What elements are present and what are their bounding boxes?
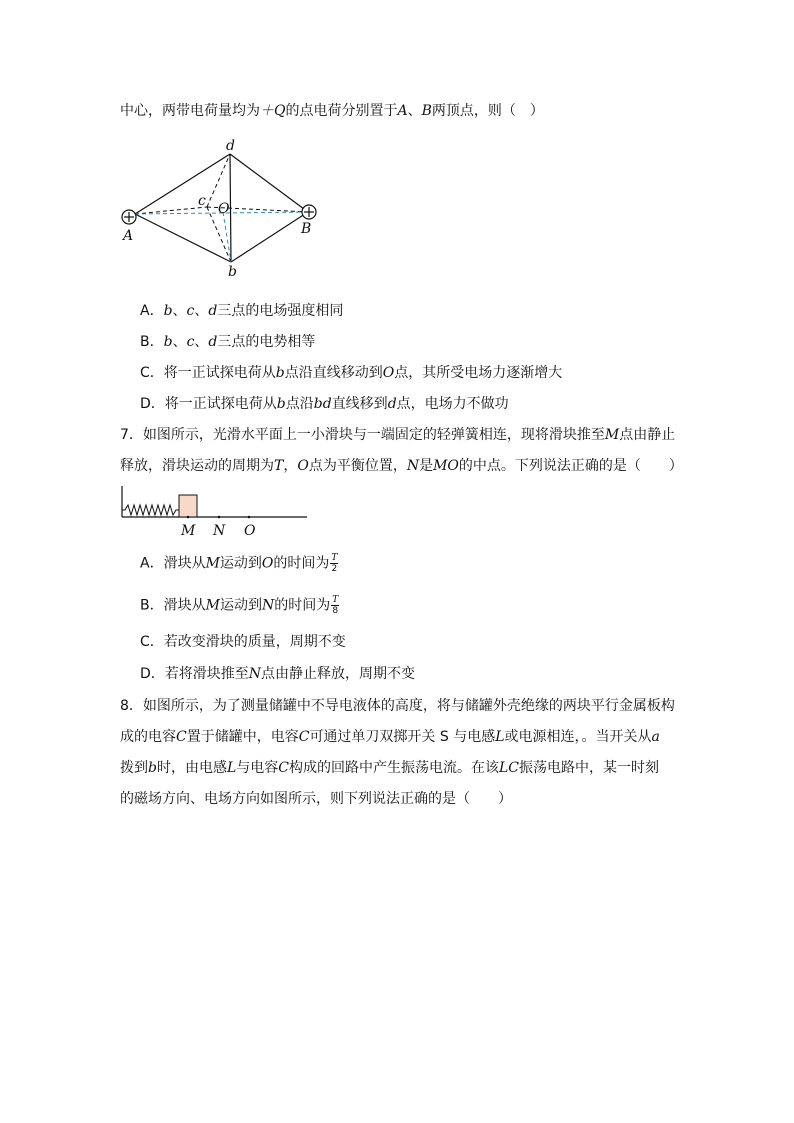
q7-option-d[interactable]: D．若将滑块推至N点由静止释放，周期不变 bbox=[140, 666, 416, 682]
q7-figure bbox=[115, 483, 315, 541]
edge-Bb bbox=[231, 212, 308, 262]
q6-intro-text: 两顶点，则（ ） bbox=[431, 103, 544, 119]
label-B: B bbox=[301, 221, 312, 237]
edge-dB bbox=[230, 154, 308, 212]
q7-option-b[interactable]: B．滑块从M运动到N的时间为 $\frac{T}{8}$ bbox=[140, 595, 339, 616]
q8-line1: 8．如图所示，为了测量储罐中不导电液体的高度，将与储罐外壳绝缘的两块平行金属板构 bbox=[120, 698, 675, 714]
label-A: A bbox=[123, 228, 134, 244]
label-c: c bbox=[198, 193, 206, 209]
question-number: 7． bbox=[120, 427, 143, 443]
q6-option-c[interactable]: C．将一正试探电荷从b点沿直线移动到O点，其所受电场力逐渐增大 bbox=[140, 365, 563, 381]
fraction: $\frac{T}{8}$ bbox=[332, 595, 339, 616]
question-number: 8． bbox=[120, 698, 143, 714]
q6-option-d[interactable]: D．将一正试探电荷从b点沿bd直线移到d点，电场力不做功 bbox=[140, 396, 509, 412]
fraction: $\frac{T}{2}$ bbox=[331, 553, 338, 574]
q7-line1: 7．如图所示，光滑水平面上一小滑块与一端固定的轻弹簧相连，现将滑块推至M点由静止 bbox=[120, 427, 676, 443]
edge-bA bbox=[135, 214, 231, 262]
line-Ob bbox=[223, 212, 231, 262]
q6-option-a[interactable]: A．b、c、d三点的电场强度相同 bbox=[140, 303, 344, 319]
q6-intro-text: 的点电荷分别置于 bbox=[285, 103, 398, 119]
q7-option-a[interactable]: A．滑块从M运动到O的时间为 $\frac{T}{2}$ bbox=[140, 553, 338, 574]
label-M: M bbox=[181, 523, 196, 539]
label-b: b bbox=[228, 264, 237, 280]
point-label: B bbox=[421, 103, 432, 119]
q8-line4: 的磁场方向、电场方向如图所示，则下列说法正确的是（ ） bbox=[120, 791, 512, 807]
q8-line3: 拨到b时，由电感L与电容C构成的回路中产生振荡电流。在该LC振荡电路中，某一时刻 bbox=[120, 760, 659, 776]
q6-intro bbox=[120, 101, 544, 121]
q8-line2: 成的电容C置于储罐中，电容C可通过单刀双掷开关 S 与电感L或电源相连，。当开关从a bbox=[120, 729, 660, 745]
label-O: O bbox=[244, 523, 256, 539]
edge-Ac bbox=[135, 207, 207, 214]
spring-icon bbox=[122, 505, 179, 515]
q7-line2: 释放，滑块运动的周期为T，O点为平衡位置，N是MO的中点。下列说法正确的是（ ） bbox=[120, 458, 683, 474]
slider-block bbox=[179, 495, 197, 517]
edge-Ad bbox=[135, 154, 230, 214]
q6-intro-text: 中心，两带电荷量均为 bbox=[120, 103, 260, 119]
charge-value: ＋Q bbox=[260, 103, 286, 119]
point-label: A bbox=[397, 103, 408, 119]
q6-figure bbox=[110, 135, 330, 280]
separator: 、 bbox=[407, 103, 422, 119]
label-O: O bbox=[218, 201, 230, 217]
label-N: N bbox=[213, 523, 226, 539]
q6-option-b[interactable]: B．b、c、d三点的电势相等 bbox=[140, 334, 316, 350]
label-d: d bbox=[226, 138, 235, 154]
q7-option-c[interactable]: C．若改变滑块的质量，周期不变 bbox=[140, 634, 346, 650]
